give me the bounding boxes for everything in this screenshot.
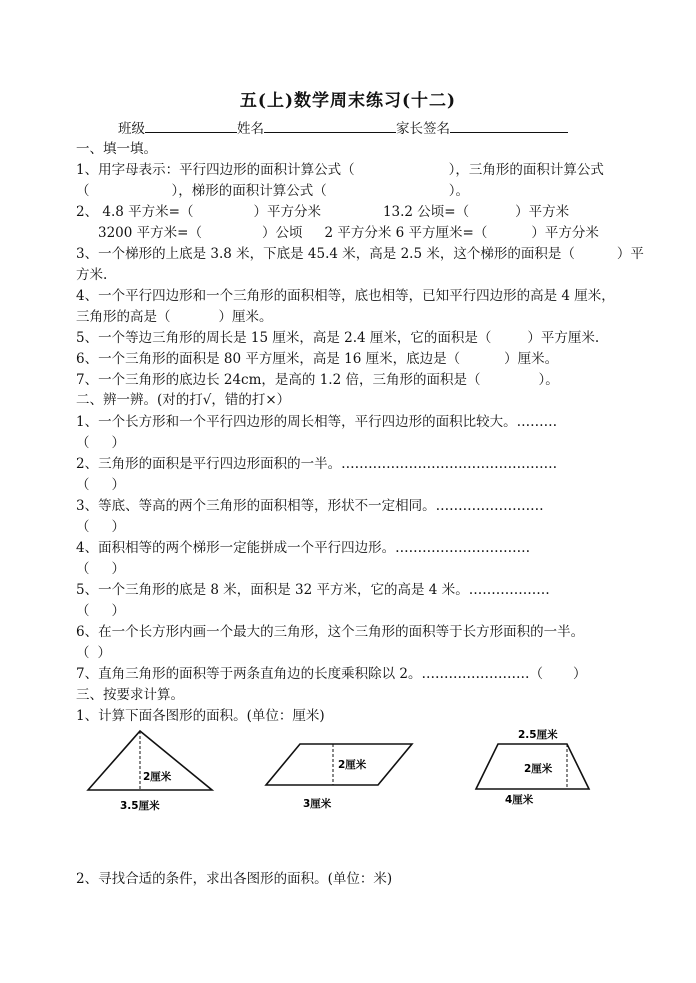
section2-heading: 二、辨一辨。(对的打√，错的打×） bbox=[76, 392, 291, 408]
section1-heading: 一、填一填。 bbox=[76, 141, 157, 157]
q1-text-b: ），三角形的面积计算公式 bbox=[448, 162, 604, 178]
section3-heading: 三、按要求计算。 bbox=[76, 687, 184, 703]
q3-line1 bbox=[76, 245, 644, 263]
judge-item-7-text: 7、直角三角形的面积等于两条直角边的长度乘积除以 2。……………………（ bbox=[76, 666, 543, 682]
q5-line bbox=[76, 329, 599, 347]
q3-line2: 方米. bbox=[76, 267, 108, 283]
trapezoid-top-label: 2.5厘米 bbox=[518, 729, 558, 741]
q1-text-c: （ bbox=[76, 183, 90, 199]
judge-item-3: 3、等底、等高的两个三角形的面积相等，形状不一定相同。…………………… bbox=[76, 498, 544, 514]
q3-text-b: ）平 bbox=[616, 246, 644, 262]
q2-text-b: ）平方分米 bbox=[253, 204, 321, 220]
q5-text-a: 5、一个等边三角形的周长是 15 厘米，高是 2.4 厘米，它的面积是（ bbox=[76, 330, 492, 346]
q7-text-a: 7、一个三角形的底边长 24cm，是高的 1.2 倍，三角形的面积是（ bbox=[76, 372, 481, 388]
section3-q2: 2、寻找合适的条件，求出各图形的面积。(单位：米) bbox=[76, 871, 393, 887]
q2-text-e: 3200 平方米=（ bbox=[98, 225, 202, 241]
class-field[interactable] bbox=[145, 118, 237, 133]
q2-text-f: ）公顷 bbox=[261, 225, 303, 241]
q3-text-a: 3、一个梯形的上底是 3.8 米，下底是 45.4 米，高是 2.5 米，这个梯形的面积是（ bbox=[76, 246, 575, 262]
q7-line bbox=[76, 371, 559, 389]
judge-answer-1[interactable]: （ ） bbox=[76, 435, 125, 451]
judge-item-6: 6、在一个长方形内画一个最大的三角形，这个三角形的面积等于长方形面积的一半。 bbox=[76, 624, 585, 640]
judge-item-4: 4、面积相等的两个梯形一定能拼成一个平行四边形。………………………… bbox=[76, 540, 531, 556]
student-info-row bbox=[118, 118, 568, 138]
q1-line1 bbox=[76, 161, 604, 179]
triangle-base-label: 3.5厘米 bbox=[120, 800, 160, 812]
name-field[interactable] bbox=[264, 118, 396, 133]
q2-line1 bbox=[76, 203, 569, 221]
trapezoid-bottom-label: 4厘米 bbox=[505, 794, 534, 806]
q2-text-a: 2、 4.8 平方米=（ bbox=[76, 204, 194, 220]
judge-answer-5[interactable]: （ ） bbox=[76, 603, 125, 619]
q6-line bbox=[76, 350, 558, 368]
parallelogram-figure bbox=[266, 744, 412, 810]
trapezoid-height-label: 2厘米 bbox=[524, 763, 553, 775]
q1-line2 bbox=[76, 182, 469, 200]
q4-text-b: ）厘米。 bbox=[218, 309, 273, 325]
class-label: 班级 bbox=[118, 121, 145, 137]
judge-answer-6[interactable]: （ ） bbox=[76, 645, 111, 661]
parallelogram-base-label: 3厘米 bbox=[303, 798, 332, 810]
q4-text-a: 三角形的高是（ bbox=[76, 309, 171, 325]
judge-answer-2[interactable]: （ ） bbox=[76, 477, 125, 493]
parallelogram-height-label: 2厘米 bbox=[338, 759, 367, 771]
judge-answer-3[interactable]: （ ） bbox=[76, 519, 125, 535]
q2-text-g: 2 平方分米 6 平方厘米=（ bbox=[324, 225, 488, 241]
parent-signature-field[interactable] bbox=[450, 118, 568, 133]
judge-item-5: 5、一个三角形的底是 8 米，面积是 32 平方米，它的高是 4 米。……………… bbox=[76, 582, 550, 598]
q4-line1: 4、一个平行四边形和一个三角形的面积相等，底也相等，已知平行四边形的高是 4 厘米， bbox=[76, 288, 615, 304]
judge-item-7: 7、直角三角形的面积等于两条直角边的长度乘积除以 2。……………………（ ） bbox=[76, 666, 587, 682]
q2-line2 bbox=[98, 224, 599, 242]
q6-text-b: ）厘米。 bbox=[504, 351, 559, 367]
section3-q1: 1、计算下面各图形的面积。(单位：厘米) bbox=[76, 708, 325, 724]
parent-signature-label: 家长签名 bbox=[396, 121, 450, 137]
name-label: 姓名 bbox=[237, 121, 264, 137]
q5-text-b: ）平方厘米. bbox=[527, 330, 600, 346]
judge-answer-4[interactable]: （ ） bbox=[76, 561, 125, 577]
q6-text-a: 6、一个三角形的面积是 80 平方厘米，高是 16 厘米，底边是（ bbox=[76, 351, 461, 367]
triangle-height-label: 2厘米 bbox=[143, 771, 172, 783]
q1-text-e: ）。 bbox=[448, 183, 469, 199]
q1-text-d: ），梯形的面积计算公式（ bbox=[171, 183, 327, 199]
judge-item-2: 2、三角形的面积是平行四边形面积的一半。………………………………………… bbox=[76, 456, 558, 472]
q7-text-b: ）。 bbox=[538, 372, 559, 388]
judge-item-1: 1、一个长方形和一个平行四边形的周长相等，平行四边形的面积比较大。……… bbox=[76, 414, 558, 430]
triangle-figure bbox=[88, 731, 212, 812]
q2-text-h: ）平方分米 bbox=[531, 225, 599, 241]
q1-text-a: 1、用字母表示：平行四边形的面积计算公式（ bbox=[76, 162, 355, 178]
trapezoid-figure bbox=[476, 728, 589, 806]
figures-area bbox=[0, 722, 696, 832]
page-title: 五(上)数学周末练习(十二) bbox=[239, 91, 457, 111]
q2-text-d: ）平方米 bbox=[515, 204, 570, 220]
q4-line2 bbox=[76, 308, 273, 326]
q2-text-c: 13.2 公顷=（ bbox=[382, 204, 470, 220]
